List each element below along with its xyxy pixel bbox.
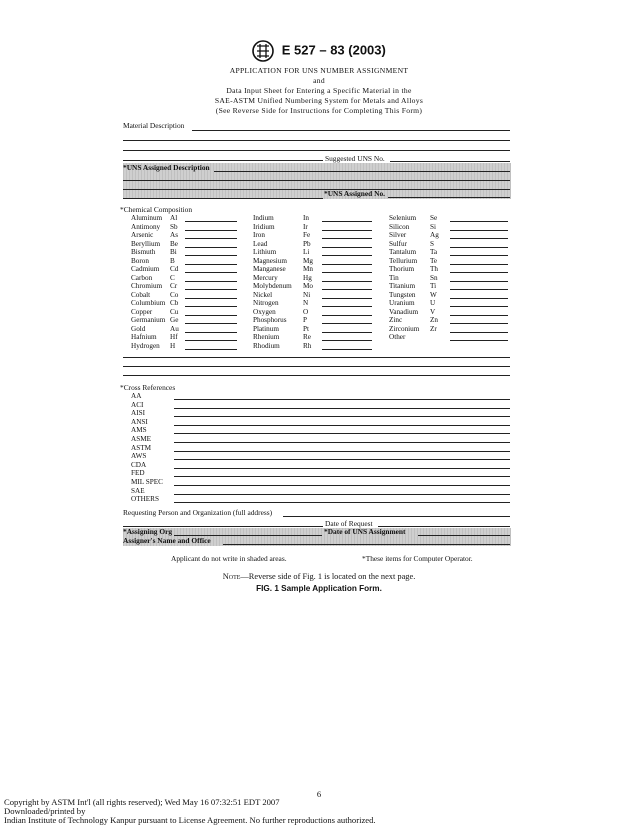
uns-assigned-description-label: *UNS Assigned Description — [123, 163, 210, 172]
element-name: Mercury — [253, 273, 278, 282]
assigner-name-label: Assigner's Name and Office — [123, 536, 211, 545]
element-name: Silver — [389, 231, 407, 239]
element-symbol: Cd — [170, 265, 179, 273]
cross-reference-label: ANSI — [131, 417, 148, 426]
element-amount-field[interactable] — [185, 323, 237, 324]
element-amount-field[interactable] — [185, 221, 237, 222]
element-symbol: Mn — [303, 265, 313, 273]
uns-assigned-description-line — [123, 189, 510, 190]
element-symbol: Cr — [170, 282, 178, 290]
element-symbol: Hf — [170, 333, 178, 341]
element-amount-field[interactable] — [450, 255, 508, 256]
uns-assigned-description-line — [214, 171, 510, 172]
material-description-line[interactable] — [123, 160, 323, 161]
element-name: Nitrogen — [253, 299, 279, 307]
element-amount-field[interactable] — [185, 349, 237, 350]
element-amount-field[interactable] — [450, 221, 508, 222]
figure-note — [0, 572, 638, 581]
element-name: Hydrogen — [131, 341, 160, 350]
form-title-line3: Data Input Sheet for Entering a Specific Material in the — [226, 86, 412, 95]
element-symbol: Hg — [303, 273, 312, 282]
figure-caption: FIG. 1 Sample Application Form. — [256, 584, 382, 593]
composition-extra-line[interactable] — [123, 375, 510, 376]
element-name: Hafnium — [131, 333, 157, 341]
element-symbol: Mo — [303, 282, 313, 290]
requesting-person-label: Requesting Person and Organization (full address) — [123, 508, 273, 517]
element-amount-field[interactable] — [185, 255, 237, 256]
composition-extra-line[interactable] — [123, 366, 510, 367]
element-name: Lithium — [253, 248, 277, 256]
element-amount-field[interactable] — [322, 221, 372, 222]
standard-header — [0, 40, 638, 62]
element-symbol: Ti — [430, 282, 437, 290]
element-name: Molybdenum — [253, 282, 292, 290]
element-symbol: Li — [303, 248, 310, 256]
cross-reference-label: AISI — [131, 409, 145, 418]
element-name: Cobalt — [131, 290, 151, 299]
element-name: Platinum — [253, 324, 279, 333]
element-symbol: N — [303, 299, 309, 307]
element-name: Tungsten — [389, 290, 416, 299]
cross-reference-label: CDA — [131, 460, 147, 469]
cross-reference-field[interactable] — [174, 485, 510, 486]
cross-reference-field[interactable] — [174, 502, 510, 503]
element-amount-field[interactable] — [322, 281, 372, 282]
element-amount-field[interactable] — [322, 298, 372, 299]
license-line: Indian Institute of Technology Kanpur pursuant to License Agreement. No further reproductions authorized. — [4, 815, 376, 825]
form-title-line4: SAE-ASTM Unified Numbering System for Metals and Alloys — [214, 96, 424, 105]
element-symbol: Cb — [170, 299, 179, 307]
cross-reference-field[interactable] — [174, 468, 510, 469]
material-description-line[interactable] — [123, 150, 510, 151]
element-amount-field[interactable] — [185, 289, 237, 290]
cross-reference-field[interactable] — [174, 416, 510, 417]
cross-reference-label: ASME — [131, 435, 151, 443]
element-symbol: Re — [303, 333, 311, 341]
element-amount-field[interactable] — [450, 306, 508, 307]
element-symbol: H — [170, 341, 176, 350]
uns-assigned-no-field — [388, 197, 510, 198]
element-amount-field[interactable] — [185, 238, 237, 239]
element-name: Phosphorus — [253, 316, 287, 324]
element-amount-field[interactable] — [450, 323, 508, 324]
element-amount-field[interactable] — [322, 230, 372, 231]
cross-reference-field[interactable] — [174, 476, 510, 477]
element-name: Rhodium — [253, 341, 280, 350]
composition-extra-line[interactable] — [123, 357, 510, 358]
element-amount-field[interactable] — [322, 349, 372, 350]
element-symbol: V — [430, 307, 436, 316]
cross-reference-field[interactable] — [174, 433, 510, 434]
element-symbol: C — [170, 273, 175, 282]
cross-reference-field[interactable] — [174, 408, 510, 409]
element-name: Aluminum — [131, 214, 163, 222]
element-amount-field[interactable] — [185, 281, 237, 282]
element-symbol: Fe — [303, 231, 311, 239]
material-description-line[interactable] — [123, 140, 510, 141]
uns-assigned-description-line — [123, 180, 510, 181]
element-amount-field[interactable] — [185, 230, 237, 231]
uns-assigned-no-label: *UNS Assigned No. — [324, 189, 385, 198]
element-symbol: Te — [430, 256, 438, 265]
assigner-name-field — [223, 544, 510, 545]
cross-reference-field[interactable] — [174, 399, 510, 400]
cross-reference-field[interactable] — [174, 459, 510, 460]
cross-reference-label: AMS — [131, 426, 147, 435]
element-amount-field[interactable] — [450, 289, 508, 290]
element-amount-field[interactable] — [450, 272, 508, 273]
element-symbol: Ta — [430, 248, 438, 256]
cross-reference-label: AWS — [131, 452, 147, 461]
element-amount-field[interactable] — [322, 340, 372, 341]
form-title-line1: APPLICATION FOR UNS NUMBER ASSIGNMENT — [229, 66, 409, 75]
cross-reference-field[interactable] — [174, 442, 510, 443]
suggested-uns-field[interactable] — [390, 161, 510, 162]
element-symbol: Sb — [170, 222, 178, 231]
element-name: Gold — [131, 324, 146, 333]
element-name: Manganese — [253, 265, 286, 273]
requesting-person-field[interactable] — [283, 516, 510, 517]
form-title-line2: and — [313, 76, 325, 85]
element-symbol: Ge — [170, 316, 179, 324]
cross-reference-label: SAE — [131, 486, 145, 495]
cross-reference-field[interactable] — [174, 425, 510, 426]
element-symbol: Mg — [303, 256, 313, 265]
element-symbol: Bi — [170, 248, 177, 256]
element-name: Indium — [253, 214, 274, 222]
element-amount-field[interactable] — [450, 340, 508, 341]
standard-designation: E 527 – 83 (2003) — [281, 42, 386, 58]
date-of-request-label: Date of Request — [325, 519, 373, 528]
element-name: Rhenium — [253, 333, 280, 341]
cross-reference-field[interactable] — [174, 494, 510, 495]
downloaded-line: Downloaded/printed by — [4, 806, 86, 816]
uns-assigned-description-line — [123, 198, 323, 199]
element-amount-field[interactable] — [185, 272, 237, 273]
element-name: Tantalum — [389, 248, 417, 256]
element-amount-field[interactable] — [185, 247, 237, 248]
element-name: Tin — [389, 273, 399, 282]
element-symbol: P — [303, 316, 307, 324]
element-amount-field[interactable] — [185, 298, 237, 299]
element-amount-field[interactable] — [322, 238, 372, 239]
element-amount-field[interactable] — [322, 289, 372, 290]
element-amount-field[interactable] — [450, 238, 508, 239]
element-amount-field[interactable] — [185, 306, 237, 307]
element-name: Antimony — [131, 222, 161, 231]
element-symbol: Se — [430, 214, 438, 222]
element-amount-field[interactable] — [185, 332, 237, 333]
element-name: Beryllium — [131, 239, 161, 248]
date-of-uns-assignment-label: *Date of UNS Assignment — [324, 527, 406, 536]
element-symbol: Zn — [430, 316, 438, 324]
element-symbol: Be — [170, 239, 178, 248]
note-text: —Reverse side of Fig. 1 is located on the next page. — [240, 572, 416, 581]
element-name: Magnesium — [253, 256, 287, 265]
element-name: Uranium — [389, 299, 415, 307]
element-amount-field[interactable] — [450, 315, 508, 316]
element-symbol: Au — [170, 324, 179, 333]
element-symbol: W — [430, 290, 437, 299]
element-symbol: Ir — [303, 222, 308, 231]
note-prefix: Note — [222, 572, 241, 581]
element-name: Cadmium — [131, 265, 160, 273]
element-name: Copper — [131, 307, 153, 316]
element-symbol: Sn — [430, 273, 438, 282]
element-symbol: Si — [430, 222, 436, 231]
element-symbol: As — [170, 231, 178, 239]
element-name: Nickel — [253, 290, 273, 299]
form-title — [0, 66, 638, 116]
chemical-composition-label: *Chemical Composition — [120, 205, 193, 214]
element-amount-field[interactable] — [322, 323, 372, 324]
element-symbol: U — [430, 299, 436, 307]
element-amount-field[interactable] — [450, 264, 508, 265]
element-amount-field[interactable] — [450, 281, 508, 282]
material-description-label: Material Description — [123, 121, 185, 130]
element-name: Bismuth — [131, 248, 156, 256]
element-name: Silicon — [389, 222, 410, 231]
element-name: Zirconium — [389, 324, 420, 333]
element-symbol: S — [430, 239, 434, 248]
suggested-uns-label: Suggested UNS No. — [325, 154, 385, 163]
element-symbol: Zr — [430, 324, 437, 333]
element-symbol: Th — [430, 265, 438, 273]
element-amount-field[interactable] — [322, 264, 372, 265]
element-name: Carbon — [131, 273, 153, 282]
element-amount-field[interactable] — [450, 298, 508, 299]
element-name: Tellurium — [389, 256, 418, 265]
element-name: Thorium — [389, 265, 415, 273]
element-name: Iron — [253, 231, 265, 239]
element-name: Titanium — [389, 282, 416, 290]
element-name: Sulfur — [389, 239, 407, 248]
element-name: Zinc — [389, 316, 403, 324]
element-amount-field[interactable] — [322, 255, 372, 256]
cross-reference-label: OTHERS — [131, 495, 159, 504]
page-number: 6 — [316, 789, 322, 799]
cross-reference-label: AA — [131, 392, 142, 400]
element-name: Arsenic — [131, 231, 154, 239]
element-name: Selenium — [389, 214, 417, 222]
cross-reference-field[interactable] — [174, 451, 510, 452]
element-symbol: Ni — [303, 290, 311, 299]
form-title-line5: (See Reverse Side for Instructions for Completing This Form) — [215, 106, 423, 115]
element-symbol: Pt — [303, 324, 309, 333]
astm-logo-icon — [252, 40, 274, 62]
element-name: Iridium — [253, 222, 275, 231]
element-name: Other — [389, 333, 406, 341]
element-symbol: Ag — [430, 231, 439, 239]
date-of-uns-assignment-field — [418, 535, 510, 536]
element-amount-field[interactable] — [322, 306, 372, 307]
operator-note: *These items for Computer Operator. — [362, 554, 473, 563]
element-name: Lead — [253, 239, 268, 248]
cross-reference-label: ASTM — [131, 443, 151, 452]
element-amount-field[interactable] — [322, 315, 372, 316]
element-amount-field[interactable] — [185, 315, 237, 316]
element-amount-field[interactable] — [322, 272, 372, 273]
element-symbol: Al — [170, 214, 178, 222]
cross-references-label: *Cross References — [120, 383, 176, 392]
element-name: Boron — [131, 256, 149, 265]
element-symbol: In — [303, 214, 309, 222]
element-amount-field[interactable] — [450, 230, 508, 231]
cross-reference-label: MIL SPEC — [131, 478, 163, 486]
element-amount-field[interactable] — [322, 247, 372, 248]
cross-reference-label: ACI — [131, 400, 144, 409]
element-symbol: Pb — [303, 239, 311, 248]
element-amount-field[interactable] — [450, 247, 508, 248]
element-amount-field[interactable] — [450, 332, 508, 333]
element-symbol: B — [170, 256, 175, 265]
cross-reference-label: FED — [131, 469, 145, 478]
element-name: Columbium — [131, 299, 166, 307]
element-amount-field[interactable] — [185, 340, 237, 341]
element-symbol: Cu — [170, 307, 179, 316]
element-name: Germanium — [131, 316, 166, 324]
applicant-note: Applicant do not write in shaded areas. — [171, 554, 287, 563]
element-amount-field[interactable] — [322, 332, 372, 333]
material-description-line[interactable] — [192, 130, 510, 131]
element-amount-field[interactable] — [185, 264, 237, 265]
element-name: Oxygen — [253, 307, 276, 316]
element-symbol: Co — [170, 290, 179, 299]
copyright-line: Copyright by ASTM Int'l (all rights reserved); Wed May 16 07:32:51 EDT 2007 — [4, 797, 280, 807]
element-symbol: O — [303, 307, 309, 316]
element-name: Vanadium — [389, 307, 419, 316]
assigning-org-label: *Assigning Org — [123, 527, 173, 536]
element-name: Chromium — [131, 282, 163, 290]
element-symbol: Rh — [303, 341, 312, 350]
